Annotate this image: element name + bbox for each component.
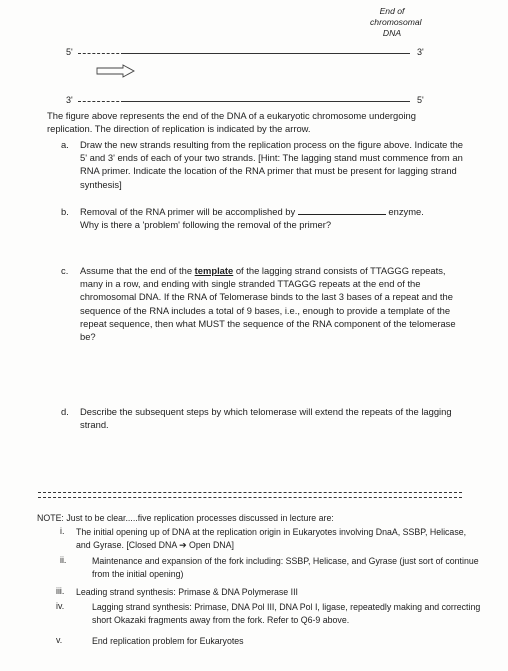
question-a-text: Draw the new strands resulting from the replication process on the figure above. Indicate the 5' and 3' ends of each of your two strands. [Hint: The lagging stand must commence from an RNA primer. Indicate the location of the RNA primer that must be present for lagging strand synthesis] xyxy=(80,139,464,190)
section-divider-2 xyxy=(38,497,462,498)
bottom-strand-line xyxy=(124,101,410,102)
note-item-5-number: v. xyxy=(56,635,63,645)
question-c-text xyxy=(80,264,470,343)
question-b-text xyxy=(80,205,480,231)
question-d-text: Describe the subsequent steps by which telomerase will extend the repeats of the lagging strand. xyxy=(80,406,452,431)
question-b-text-start: Removal of the RNA primer will be accomplished by xyxy=(80,206,296,217)
note-heading: NOTE: Just to be clear.....five replication processes discussed in lecture are: xyxy=(37,513,334,523)
note-item-4-number: iv. xyxy=(56,601,65,611)
question-a-label: a. xyxy=(61,139,69,150)
question-c-text-start: Assume that the end of the xyxy=(80,265,193,276)
chromosome-end-label-line1: End of xyxy=(379,6,405,16)
note-item-4-text: Lagging strand synthesis: Primase, DNA Pol III, DNA Pol I, ligase, repeatedly making and correcting short Okazaki fragments away from the fork. Refer to Q6-9 above. xyxy=(92,602,481,625)
note-item-3-text: Leading strand synthesis: Primase & DNA Polymerase III xyxy=(76,587,298,597)
question-b-label: b. xyxy=(61,206,69,217)
question-d-label: d. xyxy=(61,406,69,417)
note-item-2-text: Maintenance and expansion of the fork including: SSBP, Helicase, and Gyrase (just sort of continue from the initial opening) xyxy=(92,556,479,579)
question-c-label: c. xyxy=(61,265,69,276)
note-item-5-text: End replication problem for Eukaryotes xyxy=(92,636,244,646)
note-item-1-text: The initial opening up of DNA at the replication origin in Eukaryotes involving DnaA, SSBP, Helicase, and Gyrase. [Closed DNA ➔ Open DNA] xyxy=(76,527,467,550)
bleed-through-1 xyxy=(40,232,43,242)
top-strand-3-prime-label: 3' xyxy=(417,47,424,57)
note-item-3-number: iii. xyxy=(56,586,65,596)
top-strand-dashes xyxy=(78,53,124,54)
question-b-answer-blank[interactable] xyxy=(298,205,386,215)
question-b-text-line2: Why is there a 'problem' following the removal of the primer? xyxy=(80,219,332,231)
question-c-template-word: template xyxy=(194,265,234,276)
bottom-strand-3-prime-label: 3' xyxy=(66,95,73,105)
bottom-strand-5-prime-label: 5' xyxy=(417,95,424,105)
intro-paragraph: The figure above represents the end of the DNA of a eukaryotic chromosome undergoing replication. The direction of replication is indicated by the arrow. xyxy=(47,110,416,135)
question-b-text-end: enzyme. xyxy=(388,206,424,217)
chromosome-end-label-line2: chromosomal xyxy=(370,17,422,27)
top-strand-5-prime-label: 5' xyxy=(66,47,73,57)
top-strand-line xyxy=(124,53,410,54)
question-c-text-rest: of the lagging strand consists of TTAGGG repeats, many in a row, and ending with single stranded TTAGGG repeats at the end of the chromosomal DNA. If the RNA of Telomerase binds to the last 3 bases of a repeat and the sequence of the RNA includes a total of 9 bases, i.e., enough to provide a template of the repeat sequence, then what MUST the sequence of the RNA component of the telomerase be? xyxy=(80,265,456,343)
note-item-2-number: ii. xyxy=(60,555,67,565)
replication-direction-arrow-icon xyxy=(96,64,136,78)
section-divider xyxy=(38,492,462,493)
note-item-1-number: i. xyxy=(60,526,65,536)
chromosome-end-label-line3: DNA xyxy=(382,28,402,38)
chromosome-end-label xyxy=(370,6,422,39)
bottom-strand-dashes xyxy=(78,101,124,102)
